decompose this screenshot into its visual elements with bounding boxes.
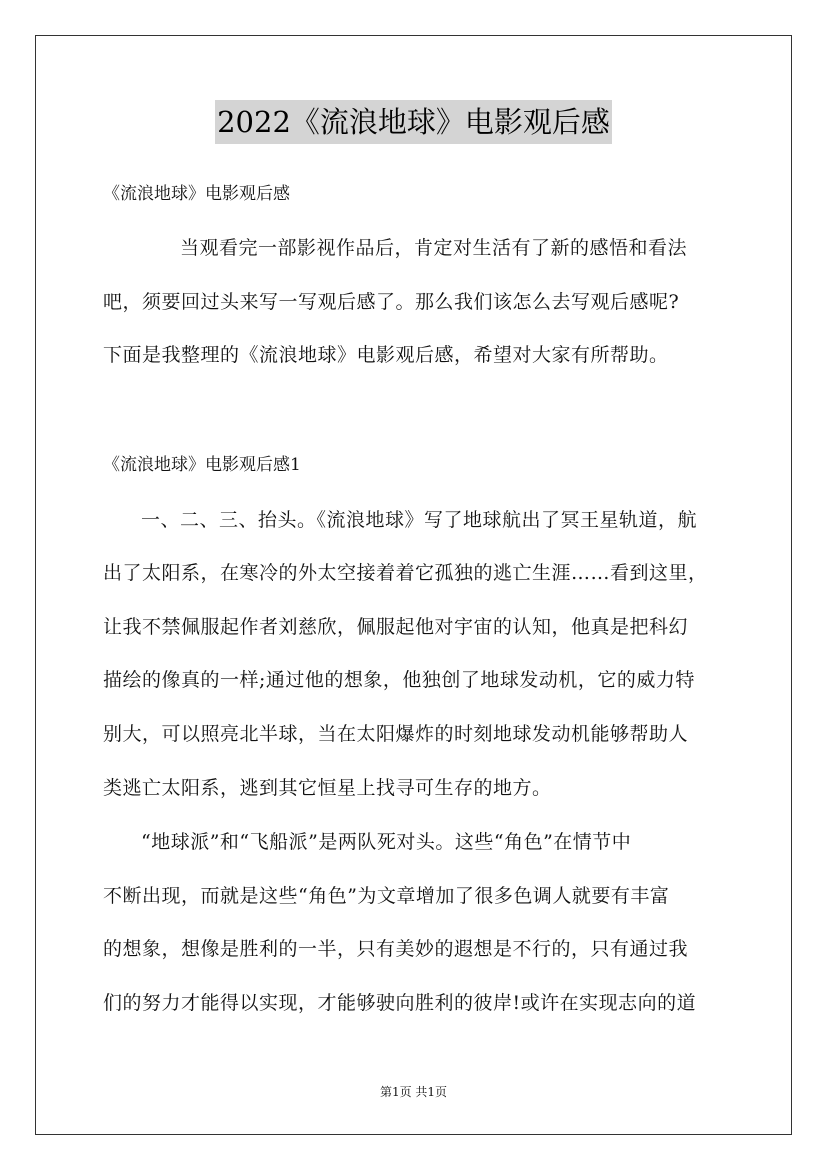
paragraph-line: 们的努力才能得以实现，才能够驶向胜利的彼岸!或许在实现志向的道 [103,992,697,1014]
title-wrap [0,100,827,144]
section1-heading: 《流浪地球》电影观后感1 [103,455,301,475]
document-title: 2022《流浪地球》电影观后感 [215,100,612,144]
paragraph-line: 一、二、三、抬头。《流浪地球》写了地球航出了冥王星轨道，航 [141,509,698,531]
paragraph-line: 让我不禁佩服起作者刘慈欣，佩服起他对宇宙的认知，他真是把科幻 [103,616,689,638]
paragraph-line: 的想象，想像是胜利的一半，只有美妙的遐想是不行的，只有通过我 [103,938,689,960]
intro-line: 下面是我整理的《流浪地球》电影观后感，希望对大家有所帮助。 [103,344,669,366]
intro-line: 当观看完一部影视作品后，肯定对生活有了新的感悟和看法 [180,237,688,259]
paragraph-line: 别大，可以照亮北半球，当在太阳爆炸的时刻地球发动机能够帮助人 [103,723,689,745]
paragraph-line: 描绘的像真的一样;通过他的想象，他独创了地球发动机，它的威力特 [103,669,695,691]
paragraph-line: 不断出现，而就是这些“角色”为文章增加了很多色调人就要有丰富 [103,885,670,907]
paragraph-line: 类逃亡太阳系，逃到其它恒星上找寻可生存的地方。 [103,777,552,799]
intro-heading: 《流浪地球》电影观后感 [103,184,290,204]
paragraph-line: 出了太阳系，在寒冷的外太空接着着它孤独的逃亡生涯……看到这里， [103,562,708,584]
intro-line: 吧，须要回过头来写一写观后感了。那么我们该怎么去写观后感呢? [103,291,680,313]
paragraph-line: “地球派”和“飞船派”是两队死对头。这些“角色”在情节中 [141,831,632,853]
page-footer: 第1页 共1页 [379,1085,448,1099]
